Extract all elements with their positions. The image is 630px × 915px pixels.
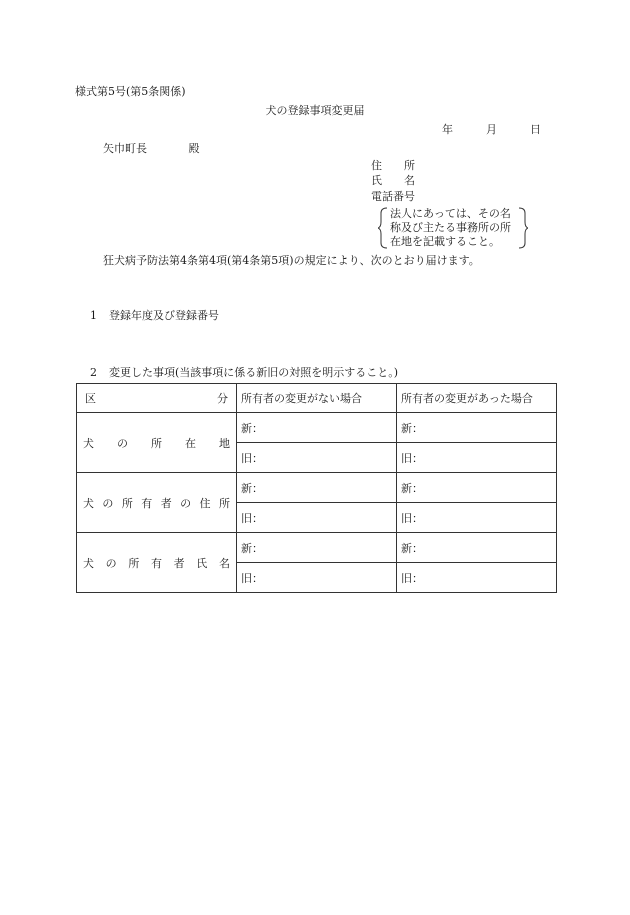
note-line-3: 在地を記載すること。 xyxy=(390,235,500,248)
note-line-2: 称及び主たる事務所の所 xyxy=(390,221,511,234)
old-value-cell[interactable]: 旧： xyxy=(237,563,397,593)
old-value-cell[interactable]: 旧： xyxy=(397,563,557,593)
label-char: の xyxy=(180,496,192,510)
statement-text: 狂犬病予防法第4条第4項(第4条第5項)の規定により、次のとおり届けます。 xyxy=(103,254,480,267)
table-row xyxy=(77,413,557,443)
address-label: 住 所 xyxy=(371,159,415,172)
new-value-cell[interactable]: 新： xyxy=(397,473,557,503)
date-line xyxy=(442,123,541,137)
new-value-cell[interactable]: 新： xyxy=(237,473,397,503)
section-2-text: 変更した事項(当該事項に係る新旧の対照を明示すること。) xyxy=(109,366,399,379)
header-category-char-1: 区 xyxy=(85,392,96,405)
table-header-row xyxy=(77,384,557,413)
label-char: 犬 xyxy=(83,436,94,450)
new-value-cell[interactable]: 新： xyxy=(397,533,557,563)
header-category-char-2: 分 xyxy=(217,392,228,405)
section-1-text: 登録年度及び登録番号 xyxy=(109,309,219,322)
section-2 xyxy=(90,366,398,380)
label-char: 有 xyxy=(150,556,162,570)
section-1 xyxy=(90,309,219,323)
date-day-label: 日 xyxy=(530,123,541,136)
addressee xyxy=(103,142,200,156)
row-label-dog-location xyxy=(77,413,237,473)
label-char: 所 xyxy=(218,496,230,510)
label-char: 住 xyxy=(199,496,211,510)
addressee-name: 矢巾町長 xyxy=(103,142,147,155)
header-category xyxy=(77,384,237,413)
name-label: 氏 名 xyxy=(371,174,415,187)
old-value-cell[interactable]: 旧： xyxy=(237,443,397,473)
label-char: 犬 xyxy=(83,556,94,570)
label-char: の xyxy=(117,436,128,450)
label-char: 氏 xyxy=(196,556,208,570)
document-title: 犬の登録事項変更届 xyxy=(265,104,365,117)
new-value-cell[interactable]: 新： xyxy=(237,533,397,563)
label-char: 者 xyxy=(173,556,185,570)
label-char: 所 xyxy=(121,496,133,510)
label-char: 所 xyxy=(128,556,140,570)
row-label-owner-name xyxy=(77,533,237,593)
corporate-note xyxy=(378,207,528,249)
table-row xyxy=(77,533,557,563)
label-char: 犬 xyxy=(83,496,94,510)
old-value-cell[interactable]: 旧： xyxy=(237,503,397,533)
label-char: 者 xyxy=(160,496,172,510)
label-char: 名 xyxy=(218,556,230,570)
section-2-number: 2 xyxy=(90,366,97,379)
form-number: 様式第5号(第5条関係) xyxy=(75,85,186,98)
label-char: の xyxy=(105,556,117,570)
note-line-1: 法人にあっては、その名 xyxy=(390,207,511,220)
new-value-cell[interactable]: 新： xyxy=(237,413,397,443)
addressee-suffix: 殿 xyxy=(188,142,200,155)
row-label-owner-address xyxy=(77,473,237,533)
header-no-change: 所有者の変更がない場合 xyxy=(237,384,397,413)
label-char: の xyxy=(102,496,114,510)
header-changed: 所有者の変更があった場合 xyxy=(397,384,557,413)
date-month-label: 月 xyxy=(486,123,497,136)
old-value-cell[interactable]: 旧： xyxy=(397,503,557,533)
phone-label: 電話番号 xyxy=(371,190,415,203)
label-char: 有 xyxy=(141,496,153,510)
table-row xyxy=(77,473,557,503)
label-char: 所 xyxy=(151,436,162,450)
new-value-cell[interactable]: 新： xyxy=(397,413,557,443)
section-1-number: 1 xyxy=(90,309,97,322)
date-year-label: 年 xyxy=(442,123,453,136)
changes-table xyxy=(76,383,557,593)
label-char: 在 xyxy=(185,436,196,450)
label-char: 地 xyxy=(219,436,230,450)
old-value-cell[interactable]: 旧： xyxy=(397,443,557,473)
